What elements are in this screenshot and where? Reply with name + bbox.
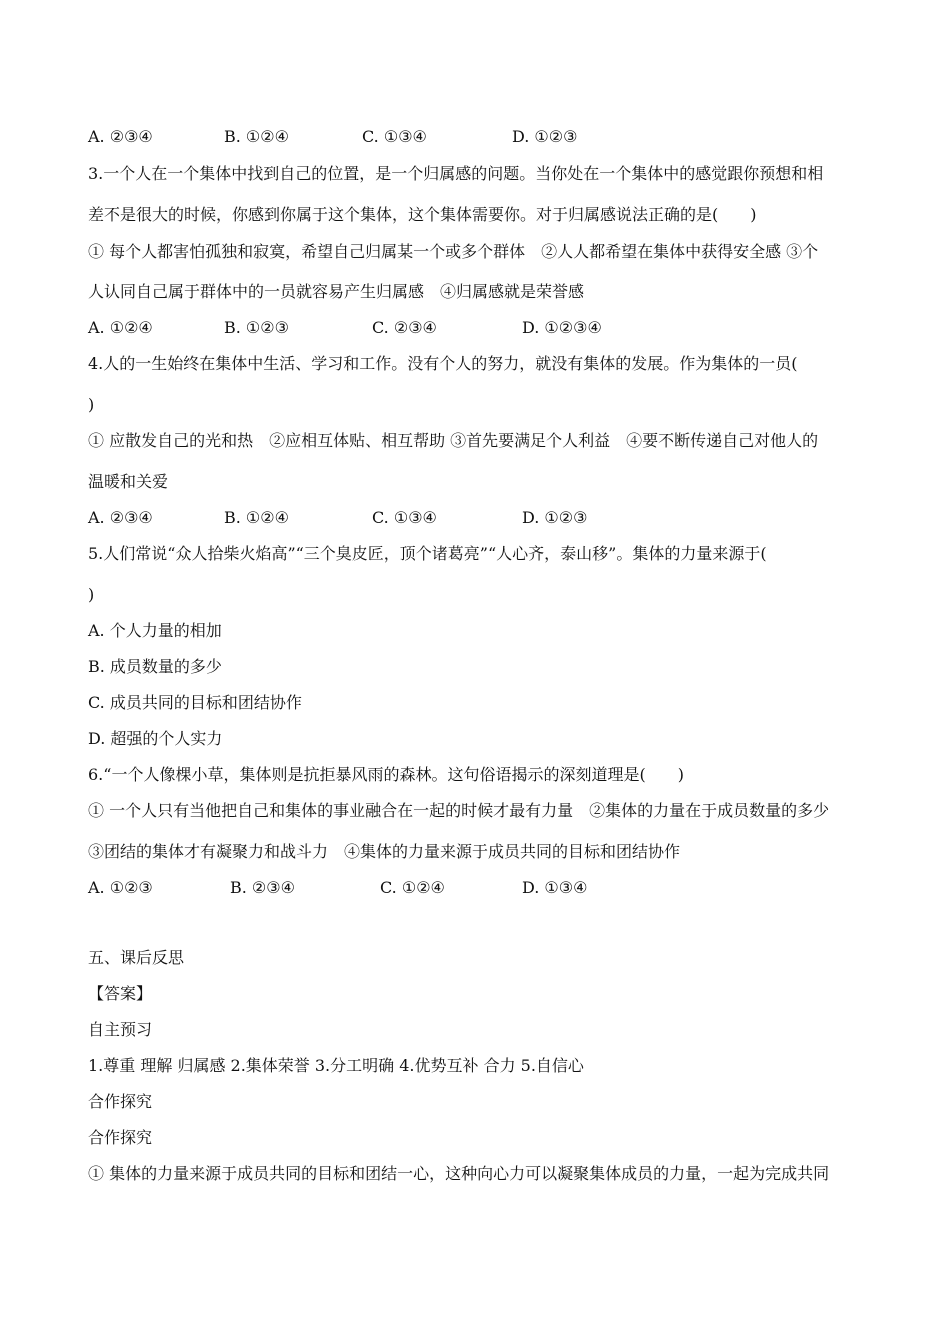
q6-statements-line-2: ③团结的集体才有凝聚力和战斗力 ④集体的力量来源于成员共同的目标和团结协作 <box>88 842 681 861</box>
self-study-answers: 1.尊重 理解 归属感 2.集体荣誉 3.分工明确 4.优势互补 合力 5.自信心 <box>88 1056 584 1075</box>
q6-option-d[interactable]: D. ①③④ <box>522 878 588 897</box>
answers-header: 【答案】 <box>88 984 153 1003</box>
q3-options <box>88 318 868 338</box>
q3-stem-line-1: 3.一个人在一个集体中找到自己的位置，是一个归属感的问题。当你处在一个集体中的感觉跟你预想和相 <box>88 164 824 183</box>
q6-options <box>88 878 868 898</box>
cooperative-inquiry-answer-line-1: ① 集体的力量来源于成员共同的目标和团结一心，这种向心力可以凝聚集体成员的力量，一起为完成共同 <box>88 1164 830 1183</box>
cooperative-inquiry-heading-2: 合作探究 <box>88 1128 153 1147</box>
q3-option-d[interactable]: D. ①②③④ <box>522 318 602 337</box>
q2-option-c[interactable]: C. ①③④ <box>362 127 427 146</box>
q6-stem-line-1: 6.“一个人像棵小草，集体则是抗拒暴风雨的森林。这句俗语揭示的深刻道理是( ) <box>88 765 684 784</box>
self-study-heading: 自主预习 <box>88 1020 153 1039</box>
q4-statements-line-2: 温暖和关爱 <box>88 472 169 491</box>
q5-stem-line-2: ) <box>88 585 95 604</box>
q2-options <box>88 127 868 147</box>
section-5-title: 五、课后反思 <box>88 948 185 967</box>
q5-option-a[interactable]: A. 个人力量的相加 <box>88 621 222 640</box>
q5-option-d[interactable]: D. 超强的个人实力 <box>88 729 223 748</box>
q3-statements-line-2: 人认同自己属于群体中的一员就容易产生归属感 ④归属感就是荣誉感 <box>88 282 585 301</box>
q2-option-b[interactable]: B. ①②④ <box>224 127 289 146</box>
q2-option-d[interactable]: D. ①②③ <box>512 127 578 146</box>
q4-option-d[interactable]: D. ①②③ <box>522 508 588 527</box>
q6-option-c[interactable]: C. ①②④ <box>380 878 445 897</box>
q3-option-a[interactable]: A. ①②④ <box>88 318 153 337</box>
q5-stem-line-1: 5.人们常说“众人拾柴火焰高”“三个臭皮匠，顶个诸葛亮”“人心齐，泰山移”。集体的力量来源于( <box>88 544 767 563</box>
q4-options <box>88 508 868 528</box>
q4-option-b[interactable]: B. ①②④ <box>224 508 289 527</box>
q5-option-c[interactable]: C. 成员共同的目标和团结协作 <box>88 693 302 712</box>
q3-option-b[interactable]: B. ①②③ <box>224 318 289 337</box>
q2-option-a[interactable]: A. ②③④ <box>88 127 153 146</box>
q6-option-a[interactable]: A. ①②③ <box>88 878 153 897</box>
q4-stem-line-1: 4.人的一生始终在集体中生活、学习和工作。没有个人的努力，就没有集体的发展。作为集体的一员( <box>88 354 798 373</box>
q4-option-c[interactable]: C. ①③④ <box>372 508 437 527</box>
q4-option-a[interactable]: A. ②③④ <box>88 508 153 527</box>
q3-stem-line-2: 差不是很大的时候，你感到你属于这个集体，这个集体需要你。对于归属感说法正确的是( ) <box>88 205 757 224</box>
cooperative-inquiry-heading-1: 合作探究 <box>88 1092 153 1111</box>
q3-option-c[interactable]: C. ②③④ <box>372 318 437 337</box>
q3-statements-line-1: ① 每个人都害怕孤独和寂寞，希望自己归属某一个或多个群体 ②人人都希望在集体中获得安全感 ③个 <box>88 242 819 261</box>
q4-stem-line-2: ) <box>88 395 95 414</box>
q6-option-b[interactable]: B. ②③④ <box>230 878 295 897</box>
q6-statements-line-1: ① 一个人只有当他把自己和集体的事业融合在一起的时候才最有力量 ②集体的力量在于成员数量的多少 <box>88 801 830 820</box>
q5-option-b[interactable]: B. 成员数量的多少 <box>88 657 222 676</box>
q4-statements-line-1: ① 应散发自己的光和热 ②应相互体贴、相互帮助 ③首先要满足个人利益 ④要不断传递自己对他人的 <box>88 431 819 450</box>
